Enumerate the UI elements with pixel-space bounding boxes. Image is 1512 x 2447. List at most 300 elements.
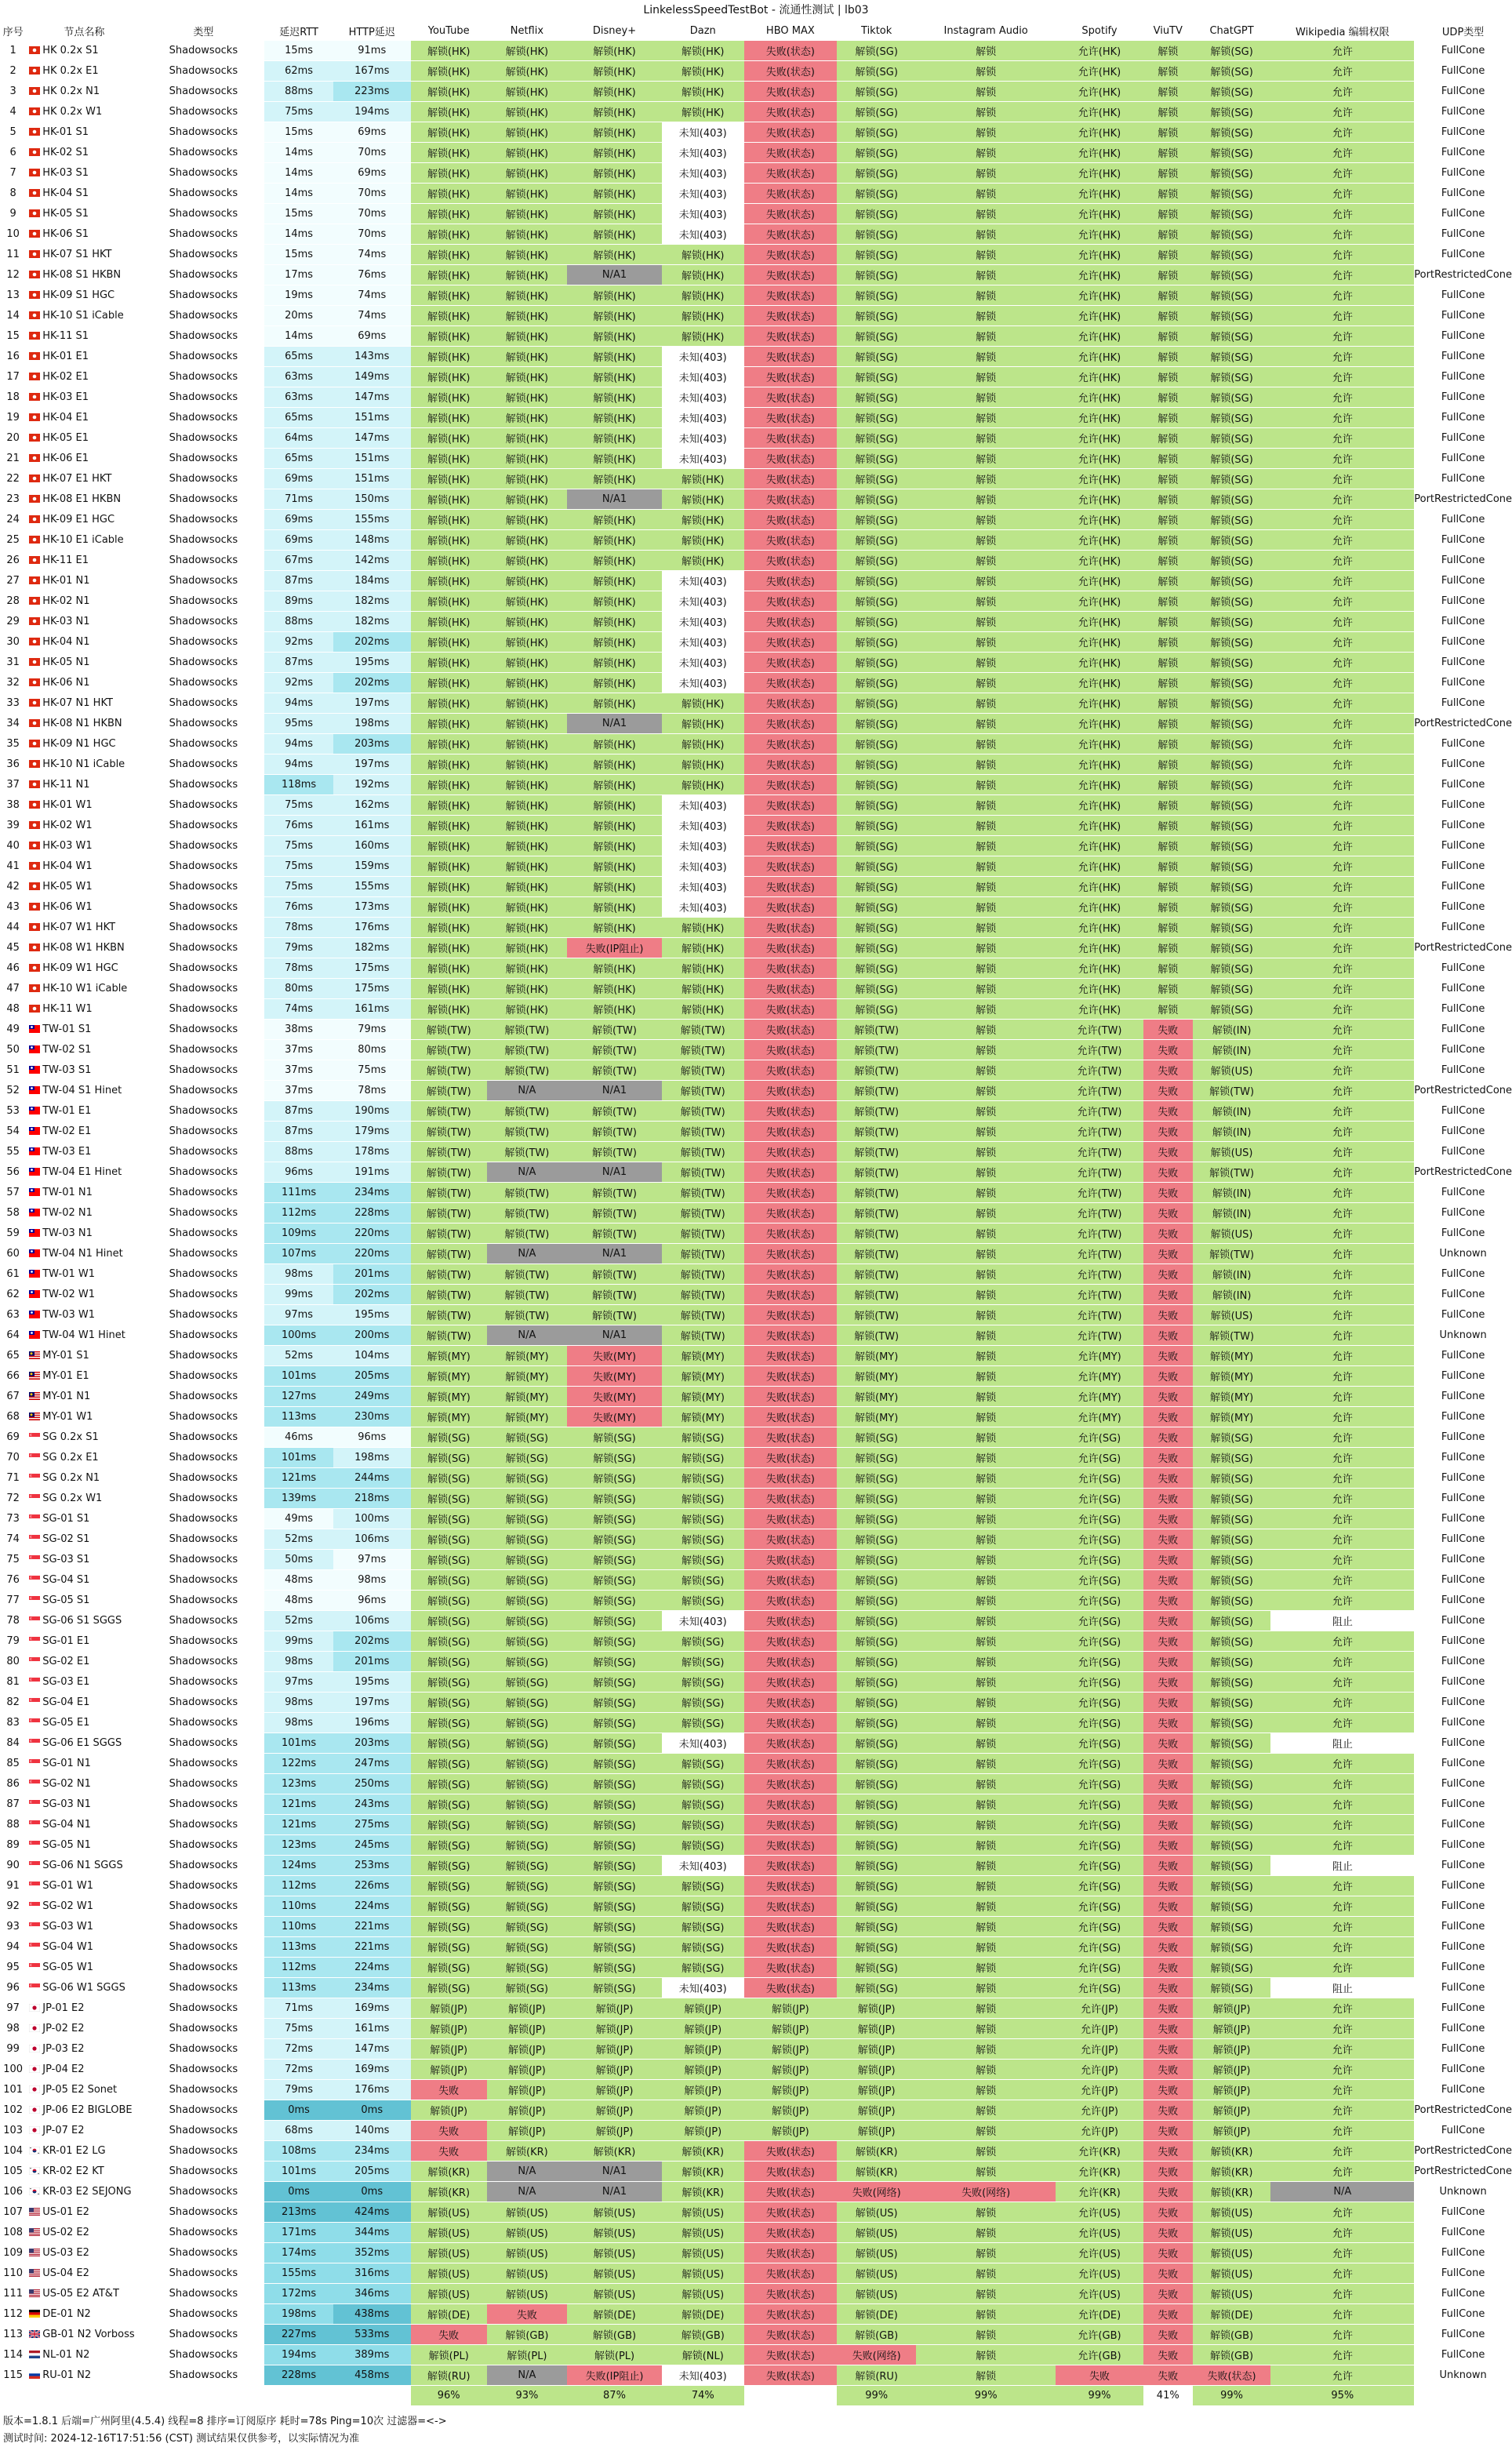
result-chatgpt: 解锁(US)	[1193, 1060, 1271, 1080]
result-chatgpt: 解锁(SG)	[1193, 1713, 1271, 1733]
node-type: Shadowsocks	[169, 1411, 238, 1423]
result-instagram: 解锁	[916, 1387, 1056, 1406]
result-viutv: 解锁	[1143, 714, 1193, 733]
result-spotify: 允许(HK)	[1056, 693, 1143, 713]
result-disney: 解锁(TW)	[567, 1224, 662, 1243]
result-instagram: 解锁	[916, 2080, 1056, 2100]
node-type: Shadowsocks	[169, 1982, 238, 1994]
rtt-latency: 46ms	[264, 1427, 333, 1447]
result-dazn: 解锁(TW)	[662, 1244, 743, 1263]
table-row	[0, 1774, 1512, 1794]
udp-type: FullCone	[1441, 453, 1485, 464]
result-netflix: 解锁(SG)	[487, 1448, 567, 1467]
summary-youtube: 96%	[411, 2386, 487, 2405]
rtt-latency: 72ms	[264, 2060, 333, 2079]
nl-flag-icon	[29, 2350, 40, 2358]
result-youtube: 解锁(MY)	[411, 1407, 487, 1427]
result-wikipedia: 允许	[1270, 285, 1414, 305]
node-name-text: SG 0.2x E1	[42, 1452, 99, 1463]
result-tiktok: 解锁(JP)	[837, 2100, 916, 2120]
result-viutv: 失败	[1143, 1570, 1193, 1590]
result-hbo: 失败(状态)	[744, 2182, 838, 2202]
row-index: 107	[3, 2206, 24, 2218]
rtt-latency: 15ms	[264, 41, 333, 60]
result-netflix: 解锁(HK)	[487, 591, 567, 611]
result-youtube: 解锁(HK)	[411, 918, 487, 937]
rtt-latency: 101ms	[264, 2162, 333, 2181]
result-chatgpt: 解锁(IN)	[1193, 1264, 1271, 1284]
result-chatgpt: 解锁(SG)	[1193, 41, 1271, 60]
result-youtube: 解锁(SG)	[411, 1733, 487, 1753]
result-wikipedia: 允许	[1270, 918, 1414, 937]
node-name-text: HK-03 N1	[42, 616, 90, 627]
result-youtube: 解锁(SG)	[411, 1835, 487, 1855]
table-row	[0, 2325, 1512, 2344]
result-youtube: 解锁(SG)	[411, 1794, 487, 1814]
result-wikipedia: 允许	[1270, 2162, 1414, 2181]
table-row	[0, 2345, 1512, 2365]
node-name-text: US-04 E2	[42, 2267, 89, 2279]
udp-type: FullCone	[1441, 554, 1485, 566]
result-tiktok: 解锁(SG)	[837, 449, 916, 468]
table-row	[0, 1550, 1512, 1569]
result-dazn: 解锁(US)	[662, 2243, 743, 2263]
result-hbo: 失败(状态)	[744, 1264, 838, 1284]
result-chatgpt: 解锁(SG)	[1193, 877, 1271, 896]
node-name	[26, 795, 142, 815]
sg-flag-icon	[29, 1473, 40, 1481]
result-netflix: 解锁(PL)	[487, 2345, 567, 2365]
result-netflix: 解锁(SG)	[487, 1774, 567, 1794]
result-hbo: 失败(状态)	[744, 489, 838, 509]
result-dazn: 解锁(SG)	[662, 1468, 743, 1488]
http-latency: 228ms	[333, 1203, 411, 1223]
result-netflix: 解锁(JP)	[487, 2060, 567, 2079]
udp-type: FullCone	[1441, 1574, 1485, 1586]
result-disney: 解锁(HK)	[567, 856, 662, 876]
row-index: 20	[6, 432, 20, 444]
result-dazn: 未知(403)	[678, 597, 727, 609]
result-tiktok: 解锁(SG)	[837, 1978, 916, 1998]
result-viutv: 解锁	[1143, 775, 1193, 794]
result-viutv: 失败	[1143, 1550, 1193, 1569]
result-youtube: 解锁(SG)	[411, 1754, 487, 1773]
tw-flag-icon	[29, 1167, 40, 1175]
node-name	[26, 1122, 142, 1141]
result-instagram: 解锁	[916, 591, 1056, 611]
result-viutv: 失败	[1143, 2080, 1193, 2100]
gb-flag-icon	[29, 2329, 40, 2337]
node-type: Shadowsocks	[169, 2308, 238, 2320]
result-spotify: 允许(SG)	[1056, 1529, 1143, 1549]
result-instagram: 解锁	[916, 1305, 1056, 1325]
row-index: 55	[6, 1146, 20, 1158]
result-netflix: 解锁(SG)	[487, 1713, 567, 1733]
http-latency: 203ms	[333, 734, 411, 754]
http-latency: 202ms	[333, 632, 411, 652]
table-row	[0, 1611, 1512, 1631]
table-row	[0, 1081, 1512, 1100]
result-chatgpt: 解锁(SG)	[1193, 449, 1271, 468]
rtt-latency: 198ms	[264, 2304, 333, 2324]
node-name	[26, 2039, 142, 2059]
sg-flag-icon	[29, 1962, 40, 1970]
result-wikipedia: 允许	[1270, 1529, 1414, 1549]
node-name-text: SG-06 N1 SGGS	[42, 1860, 123, 1871]
result-chatgpt: 解锁(MY)	[1193, 1346, 1271, 1365]
result-netflix: 解锁(US)	[487, 2263, 567, 2283]
result-hbo: 失败(状态)	[744, 347, 838, 366]
result-instagram: 解锁	[916, 958, 1056, 978]
result-wikipedia: 允许	[1270, 2039, 1414, 2059]
result-tiktok: 解锁(TW)	[837, 1325, 916, 1345]
row-index: 6	[9, 147, 16, 158]
result-youtube: 解锁(HK)	[411, 775, 487, 794]
result-youtube: 解锁(HK)	[411, 979, 487, 998]
result-tiktok: 解锁(KR)	[837, 2162, 916, 2181]
result-youtube: 解锁(HK)	[411, 408, 487, 427]
hk-flag-icon	[29, 147, 40, 155]
result-wikipedia: 允许	[1270, 714, 1414, 733]
table-row	[0, 1407, 1512, 1427]
udp-type: FullCone	[1441, 330, 1485, 342]
result-tiktok: 解锁(SG)	[837, 979, 916, 998]
udp-type: FullCone	[1441, 2023, 1485, 2034]
result-chatgpt: 解锁(SG)	[1193, 1672, 1271, 1692]
result-dazn: 未知(403)	[678, 1616, 727, 1628]
table-row	[0, 2202, 1512, 2222]
result-disney: 解锁(HK)	[567, 918, 662, 937]
row-index: 58	[6, 1207, 20, 1219]
rtt-latency: 113ms	[264, 1937, 333, 1957]
my-flag-icon	[29, 1412, 40, 1420]
result-youtube: 解锁(TW)	[411, 1305, 487, 1325]
result-disney: 解锁(SG)	[567, 1958, 662, 1977]
result-hbo: 失败(状态)	[744, 1305, 838, 1325]
udp-type: FullCone	[1441, 2288, 1485, 2300]
rtt-latency: 87ms	[264, 571, 333, 591]
result-spotify: 允许(HK)	[1056, 836, 1143, 856]
node-type: Shadowsocks	[169, 473, 238, 485]
row-index: 96	[6, 1982, 20, 1994]
row-index: 7	[9, 167, 16, 179]
row-index: 9	[9, 208, 16, 220]
node-type: Shadowsocks	[169, 187, 238, 199]
udp-type: FullCone	[1441, 1105, 1485, 1117]
result-viutv: 解锁	[1143, 326, 1193, 346]
udp-type: FullCone	[1441, 1125, 1485, 1137]
node-name-text: MY-01 N1	[42, 1391, 91, 1402]
result-wikipedia: 阻止	[1332, 1861, 1353, 1873]
node-name	[26, 2162, 142, 2181]
row-index: 99	[6, 2043, 20, 2055]
result-hbo: 失败(状态)	[744, 428, 838, 448]
result-hbo: 失败(状态)	[744, 1876, 838, 1896]
result-spotify: 允许(HK)	[1056, 408, 1143, 427]
result-viutv: 解锁	[1143, 265, 1193, 285]
result-instagram: 解锁	[916, 775, 1056, 794]
result-wikipedia: 允许	[1270, 1448, 1414, 1467]
node-name-text: SG-01 W1	[42, 1880, 94, 1892]
node-name-text: HK-07 S1 HKT	[42, 249, 112, 260]
result-youtube: 解锁(JP)	[411, 2060, 487, 2079]
result-youtube: 解锁(TW)	[411, 1162, 487, 1182]
table-row	[0, 1060, 1512, 1080]
table-row	[0, 61, 1512, 81]
result-instagram: 解锁	[916, 1142, 1056, 1162]
result-dazn: 解锁(US)	[662, 2284, 743, 2303]
node-name	[26, 1958, 142, 1977]
result-viutv: 解锁	[1143, 510, 1193, 529]
rtt-latency: 14ms	[264, 184, 333, 203]
result-instagram: 解锁	[916, 510, 1056, 529]
table-row	[0, 510, 1512, 529]
result-instagram: 解锁	[916, 1224, 1056, 1243]
result-disney: 解锁(HK)	[567, 184, 662, 203]
result-chatgpt: 解锁(US)	[1193, 2202, 1271, 2222]
result-youtube: 解锁(HK)	[411, 367, 487, 387]
udp-type: FullCone	[1441, 1452, 1485, 1463]
footer-config: 版本=1.8.1 后端=广州阿里(4.5.4) 线程=8 排序=订阅原序 耗时=78s Ping=10次 过滤器=<->	[3, 2416, 447, 2427]
result-viutv: 失败	[1143, 2141, 1193, 2161]
result-netflix: 解锁(HK)	[487, 489, 567, 509]
rtt-latency: 80ms	[264, 979, 333, 998]
udp-type: FullCone	[1441, 1003, 1485, 1015]
result-viutv: 解锁	[1143, 612, 1193, 631]
result-disney: 解锁(HK)	[567, 754, 662, 774]
result-wikipedia: 允许	[1270, 734, 1414, 754]
row-index: 45	[6, 942, 20, 954]
jp-flag-icon	[29, 2125, 40, 2133]
result-viutv: 失败	[1143, 1591, 1193, 1610]
node-type: Shadowsocks	[169, 1493, 238, 1504]
row-index: 59	[6, 1227, 20, 1239]
udp-type: FullCone	[1441, 514, 1485, 525]
result-netflix: 解锁(TW)	[487, 1264, 567, 1284]
result-tiktok: 解锁(SG)	[837, 1672, 916, 1692]
result-disney: 解锁(PL)	[567, 2345, 662, 2365]
result-hbo: 失败(状态)	[744, 2304, 838, 2324]
result-hbo: 失败(状态)	[744, 836, 838, 856]
http-latency: 96ms	[333, 1427, 411, 1447]
result-wikipedia: 允许	[1270, 958, 1414, 978]
table-row	[0, 1713, 1512, 1733]
node-name	[26, 612, 142, 631]
result-dazn: 解锁(SG)	[662, 1876, 743, 1896]
result-viutv: 解锁	[1143, 591, 1193, 611]
result-viutv: 解锁	[1143, 408, 1193, 427]
result-youtube: 解锁(DE)	[411, 2304, 487, 2324]
http-latency: 200ms	[333, 1325, 411, 1345]
result-spotify: 允许(HK)	[1056, 61, 1143, 81]
result-hbo: 失败(状态)	[744, 1468, 838, 1488]
result-wikipedia: 允许	[1270, 816, 1414, 835]
result-chatgpt: 解锁(SG)	[1193, 1448, 1271, 1467]
summary-tiktok: 99%	[837, 2386, 916, 2405]
node-type: Shadowsocks	[169, 249, 238, 260]
node-type: Shadowsocks	[169, 1309, 238, 1321]
node-type: Shadowsocks	[169, 2165, 238, 2177]
rtt-latency: 155ms	[264, 2263, 333, 2283]
node-name	[26, 2019, 142, 2038]
udp-type: FullCone	[1441, 473, 1485, 485]
node-type: Shadowsocks	[169, 1329, 238, 1341]
result-disney: 解锁(TW)	[567, 1101, 662, 1121]
rtt-latency: 71ms	[264, 1998, 333, 2018]
result-spotify: 允许(SG)	[1056, 1631, 1143, 1651]
table-row	[0, 1183, 1512, 1202]
result-disney: 解锁(HK)	[567, 571, 662, 591]
node-name-text: SG-06 W1 SGGS	[42, 1982, 125, 1994]
result-netflix: 解锁(JP)	[487, 2080, 567, 2100]
table-row	[0, 143, 1512, 162]
http-latency: 533ms	[333, 2325, 411, 2344]
table-row	[0, 2080, 1512, 2100]
udp-type: FullCone	[1441, 1472, 1485, 1484]
result-tiktok: 解锁(SG)	[837, 1509, 916, 1529]
result-youtube: 解锁(SG)	[411, 1958, 487, 1977]
udp-type: FullCone	[1441, 1268, 1485, 1280]
result-disney: 解锁(US)	[567, 2243, 662, 2263]
node-name	[26, 2121, 142, 2140]
result-netflix: 解锁(MY)	[487, 1407, 567, 1427]
result-dazn: 解锁(MY)	[662, 1366, 743, 1386]
rtt-latency: 15ms	[264, 204, 333, 224]
http-latency: 191ms	[333, 1162, 411, 1182]
udp-type: Unknown	[1439, 1248, 1487, 1260]
node-type: Shadowsocks	[169, 1391, 238, 1402]
sg-flag-icon	[29, 1983, 40, 1991]
hk-flag-icon	[29, 413, 40, 420]
rtt-latency: 112ms	[264, 1203, 333, 1223]
result-netflix: 解锁(US)	[487, 2243, 567, 2263]
result-youtube: 解锁(HK)	[411, 714, 487, 733]
kr-flag-icon	[29, 2166, 40, 2174]
udp-type: FullCone	[1441, 677, 1485, 689]
result-spotify: 允许(US)	[1056, 2202, 1143, 2222]
result-tiktok: 解锁(SG)	[837, 958, 916, 978]
result-youtube: 解锁(SG)	[411, 1896, 487, 1916]
http-latency: 198ms	[333, 1448, 411, 1467]
rtt-latency: 15ms	[264, 122, 333, 142]
result-tiktok: 解锁(SG)	[837, 1856, 916, 1875]
rtt-latency: 68ms	[264, 2121, 333, 2140]
udp-type: FullCone	[1441, 962, 1485, 974]
result-netflix: 解锁(HK)	[487, 285, 567, 305]
udp-type: FullCone	[1441, 1554, 1485, 1565]
http-latency: 151ms	[333, 408, 411, 427]
http-latency: 245ms	[333, 1835, 411, 1855]
http-latency: 182ms	[333, 591, 411, 611]
result-chatgpt: 解锁(SG)	[1193, 61, 1271, 81]
http-latency: 221ms	[333, 1937, 411, 1957]
result-viutv: 失败	[1143, 2284, 1193, 2303]
row-index: 50	[6, 1044, 20, 1056]
udp-type: FullCone	[1441, 289, 1485, 301]
result-youtube: 解锁(MY)	[411, 1366, 487, 1386]
result-hbo: 失败(状态)	[744, 2162, 838, 2181]
result-tiktok: 解锁(US)	[837, 2202, 916, 2222]
node-name-text: SG-03 E1	[42, 1676, 90, 1688]
result-viutv: 解锁	[1143, 387, 1193, 407]
result-instagram: 解锁	[916, 1672, 1056, 1692]
node-type: Shadowsocks	[169, 1533, 238, 1545]
result-youtube: 解锁(HK)	[411, 347, 487, 366]
result-hbo: 失败(状态)	[744, 1856, 838, 1875]
result-hbo: 失败(状态)	[744, 795, 838, 815]
node-type: Shadowsocks	[169, 514, 238, 525]
page-title: LinkelessSpeedTestBot - 流通性测试 | lb03	[643, 4, 869, 16]
result-dazn: 解锁(HK)	[662, 510, 743, 529]
table-row	[0, 979, 1512, 998]
result-wikipedia: 允许	[1270, 1754, 1414, 1773]
result-hbo: 失败(状态)	[744, 856, 838, 876]
udp-type: FullCone	[1441, 1737, 1485, 1749]
result-instagram: 解锁	[916, 41, 1056, 60]
result-chatgpt: 解锁(SG)	[1193, 856, 1271, 876]
hk-flag-icon	[29, 861, 40, 869]
result-chatgpt: 解锁(SG)	[1193, 795, 1271, 815]
rtt-latency: 15ms	[264, 245, 333, 264]
result-tiktok: 失败(网络)	[837, 2182, 916, 2202]
result-viutv: 解锁	[1143, 653, 1193, 672]
result-dazn: 解锁(HK)	[662, 61, 743, 81]
result-tiktok: 解锁(SG)	[837, 1876, 916, 1896]
result-instagram: 解锁	[916, 82, 1056, 101]
node-name	[26, 836, 142, 856]
hk-flag-icon	[29, 311, 40, 318]
result-hbo: 失败(状态)	[744, 1958, 838, 1977]
rtt-latency: 123ms	[264, 1835, 333, 1855]
result-instagram: 解锁	[916, 734, 1056, 754]
result-chatgpt: 解锁(SG)	[1193, 1835, 1271, 1855]
sg-flag-icon	[29, 1922, 40, 1929]
result-hbo: 失败(状态)	[744, 918, 838, 937]
udp-type: FullCone	[1441, 208, 1485, 220]
result-disney: 解锁(SG)	[567, 1611, 662, 1631]
table-row	[0, 2182, 1512, 2202]
result-tiktok: 解锁(GB)	[837, 2325, 916, 2344]
result-tiktok: 解锁(SG)	[837, 428, 916, 448]
hk-flag-icon	[29, 943, 40, 951]
result-youtube: 解锁(HK)	[411, 387, 487, 407]
result-instagram: 解锁	[916, 1815, 1056, 1834]
result-youtube: 解锁(SG)	[411, 1570, 487, 1590]
result-disney: 解锁(HK)	[567, 428, 662, 448]
table-row	[0, 2100, 1512, 2120]
result-tiktok: 解锁(SG)	[837, 1815, 916, 1834]
result-spotify: 允许(JP)	[1056, 2060, 1143, 2079]
result-disney: 解锁(DE)	[567, 2304, 662, 2324]
node-name	[26, 1733, 142, 1753]
node-type: Shadowsocks	[169, 85, 238, 97]
jp-flag-icon	[29, 2085, 40, 2092]
tw-flag-icon	[29, 1310, 40, 1318]
rtt-latency: 38ms	[264, 1020, 333, 1039]
table-row	[0, 2039, 1512, 2059]
node-name-text: JP-06 E2 BIGLOBE	[42, 2104, 133, 2116]
http-latency: 160ms	[333, 836, 411, 856]
rtt-latency: 96ms	[264, 1162, 333, 1182]
result-instagram: 解锁	[916, 428, 1056, 448]
node-name-text: HK-02 E1	[42, 371, 89, 383]
node-name-text: HK-05 N1	[42, 656, 90, 668]
result-wikipedia: 允许	[1270, 1366, 1414, 1386]
result-viutv: 解锁	[1143, 979, 1193, 998]
node-type: Shadowsocks	[169, 106, 238, 118]
result-spotify: 允许(TW)	[1056, 1285, 1143, 1304]
tw-flag-icon	[29, 1187, 40, 1195]
